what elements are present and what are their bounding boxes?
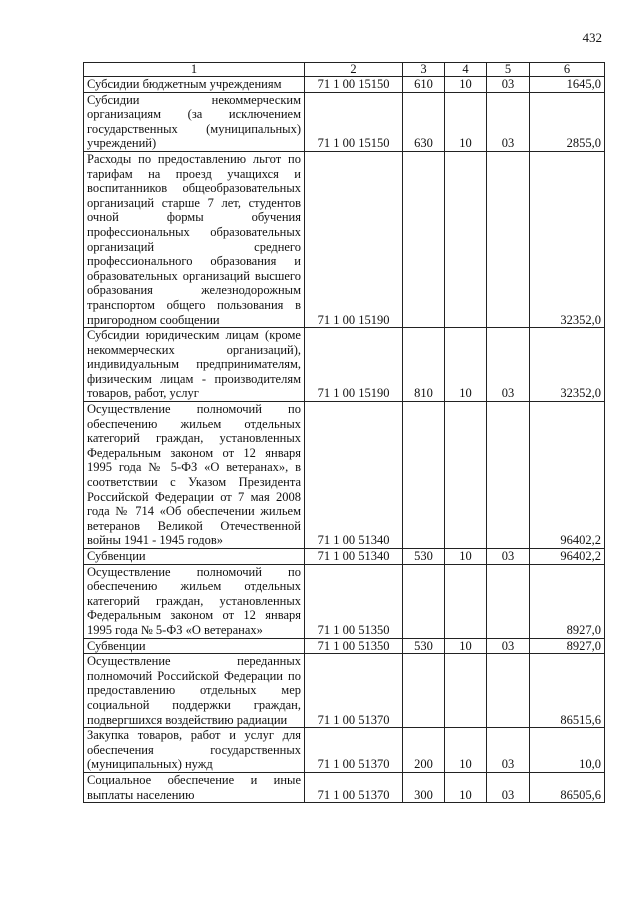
row-amount: 32352,0 [530,328,605,402]
row-target-code: 71 1 00 15190 [305,151,403,327]
row-section: 10 [445,772,487,802]
row-target-code: 71 1 00 15190 [305,328,403,402]
row-section [445,402,487,549]
column-header-2: 2 [305,63,403,77]
row-amount: 2855,0 [530,92,605,151]
row-target-code: 71 1 00 51350 [305,638,403,654]
row-section: 10 [445,728,487,773]
row-description: Расходы по предоставлению льгот по тарифам на проезд учащихся и воспитанников общеобразовательных организаций старше 7 лет, студентов очной формы обучения профессиональных образовательных организаций среднего профессионального образования и образовательных организаций высшего образования железнодорожным транспортом общего пользования в пригородном сообщении [84,151,305,327]
row-amount: 96402,2 [530,549,605,565]
table-row [84,77,605,93]
column-header-5: 5 [487,63,530,77]
row-amount: 8927,0 [530,638,605,654]
row-expense-type: 530 [403,549,445,565]
row-expense-type [403,654,445,728]
row-section: 10 [445,328,487,402]
row-description: Осуществление полномочий по обеспечению жильем отдельных категорий граждан, установленных Федеральным законом от 12 января 1995 года № 5-ФЗ «О ветеранах», в соответствии с Указом Президента Российской Федерации от 7 мая 2008 года № 714 «Об обеспечении жильем ветеранов Великой Отечественной войны 1941 - 1945 годов» [84,402,305,549]
row-section [445,564,487,638]
column-header-6: 6 [530,63,605,77]
table-row [84,92,605,151]
row-target-code: 71 1 00 51370 [305,654,403,728]
row-description: Субсидии некоммерческим организациям (за исключением государственных (муниципальных) учреждений) [84,92,305,151]
row-amount: 96402,2 [530,402,605,549]
row-expense-type [403,402,445,549]
row-expense-type [403,564,445,638]
row-subsection: 03 [487,328,530,402]
table-row [84,328,605,402]
row-expense-type [403,151,445,327]
row-target-code: 71 1 00 51370 [305,772,403,802]
table-header-row [84,63,605,77]
table-row [84,728,605,773]
column-header-4: 4 [445,63,487,77]
row-section [445,151,487,327]
row-amount: 10,0 [530,728,605,773]
row-amount: 32352,0 [530,151,605,327]
table-row [84,549,605,565]
table-row [84,654,605,728]
row-expense-type: 810 [403,328,445,402]
row-expense-type: 200 [403,728,445,773]
row-subsection: 03 [487,77,530,93]
row-description: Осуществление переданных полномочий Российской Федерации по предоставлению отдельных мер социальной поддержки граждан, подвергшихся воздействию радиации [84,654,305,728]
table-row [84,564,605,638]
row-amount: 86505,6 [530,772,605,802]
row-description: Субсидии бюджетным учреждениям [84,77,305,93]
row-amount: 8927,0 [530,564,605,638]
row-subsection: 03 [487,92,530,151]
row-subsection [487,654,530,728]
row-section: 10 [445,549,487,565]
row-expense-type: 530 [403,638,445,654]
row-section: 10 [445,92,487,151]
table-row [84,638,605,654]
row-subsection: 03 [487,772,530,802]
table-row [84,151,605,327]
column-header-1: 1 [84,63,305,77]
row-expense-type: 610 [403,77,445,93]
row-expense-type: 300 [403,772,445,802]
row-subsection [487,151,530,327]
column-header-3: 3 [403,63,445,77]
row-expense-type: 630 [403,92,445,151]
row-target-code: 71 1 00 51370 [305,728,403,773]
row-description: Субсидии юридическим лицам (кроме некоммерческих организаций), индивидуальным предпринимателям, физическим лицам - производителям товаров, работ, услуг [84,328,305,402]
row-subsection [487,402,530,549]
row-description: Субвенции [84,638,305,654]
row-description: Субвенции [84,549,305,565]
row-section [445,654,487,728]
table-row [84,772,605,802]
row-description: Осуществление полномочий по обеспечению жильем отдельных категорий граждан, установленных Федеральным законом от 12 января 1995 года № 5-ФЗ «О ветеранах» [84,564,305,638]
row-description: Социальное обеспечение и иные выплаты населению [84,772,305,802]
row-amount: 86515,6 [530,654,605,728]
row-description: Закупка товаров, работ и услуг для обеспечения государственных (муниципальных) нужд [84,728,305,773]
page-number: 432 [582,30,602,45]
row-target-code: 71 1 00 51340 [305,402,403,549]
row-target-code: 71 1 00 51340 [305,549,403,565]
row-subsection: 03 [487,638,530,654]
row-subsection: 03 [487,728,530,773]
row-subsection [487,564,530,638]
row-target-code: 71 1 00 15150 [305,77,403,93]
row-target-code: 71 1 00 51350 [305,564,403,638]
row-target-code: 71 1 00 15150 [305,92,403,151]
row-amount: 1645,0 [530,77,605,93]
row-subsection: 03 [487,549,530,565]
row-section: 10 [445,638,487,654]
row-section: 10 [445,77,487,93]
table-row [84,402,605,549]
budget-table [83,62,605,803]
